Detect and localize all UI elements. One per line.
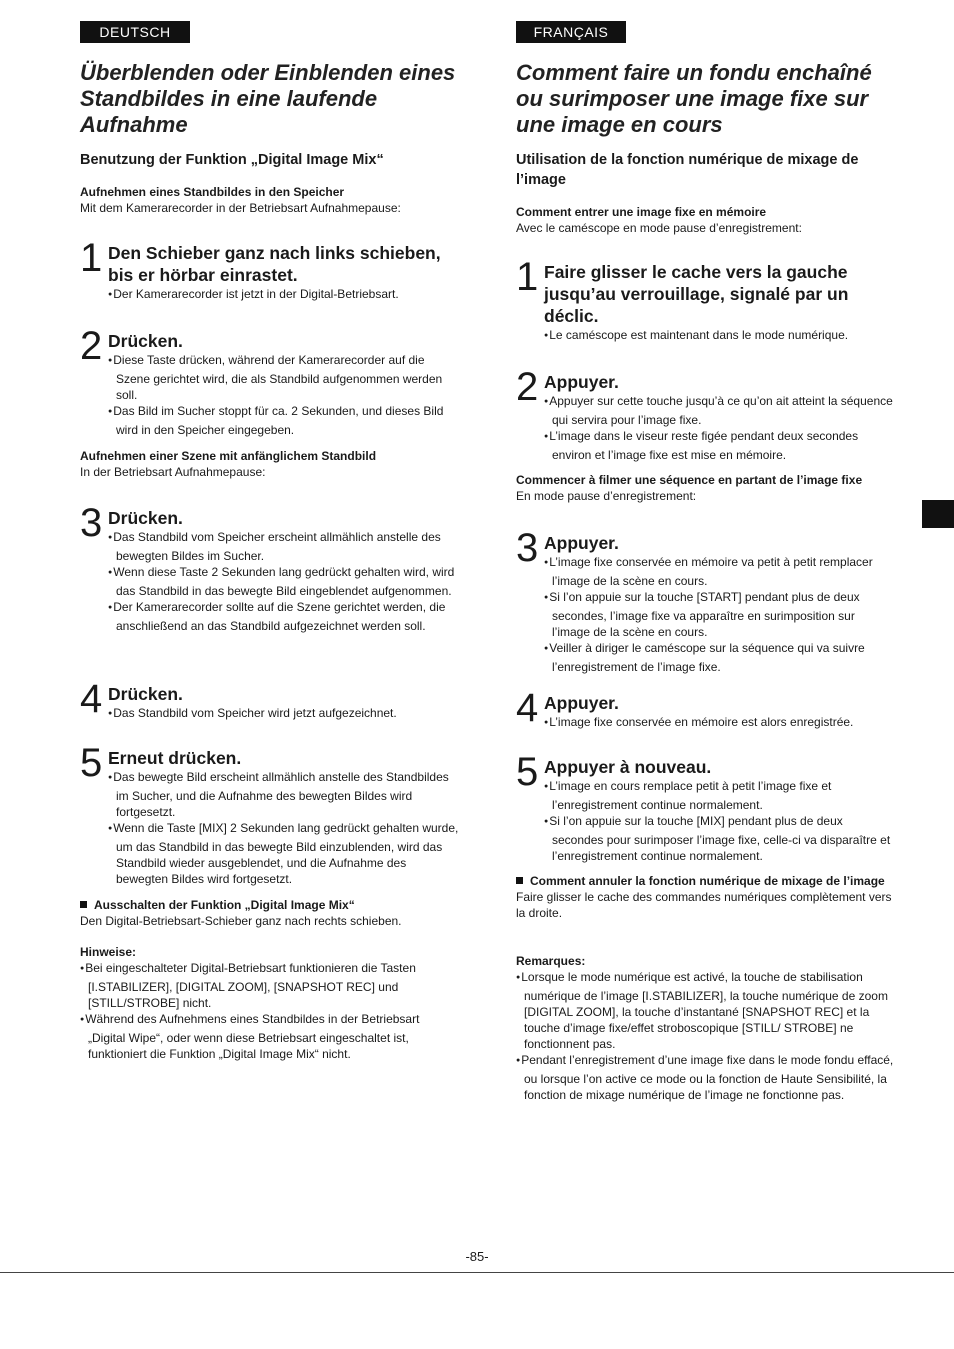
step-number: 3 (80, 501, 103, 545)
section-subtitle: Benutzung der Funktion „Digital Image Mix“ (80, 152, 384, 168)
step-1 (80, 236, 460, 305)
step-title: Appuyer. (544, 533, 619, 553)
section-text: En mode pause d’enregistrement: (516, 489, 697, 503)
step-title: Drücken. (108, 684, 183, 704)
square-bullet-icon (80, 901, 87, 908)
cancel-section (80, 897, 460, 929)
intro-section (80, 184, 460, 216)
language-label: FRANÇAIS (516, 21, 626, 43)
step-1 (516, 255, 896, 346)
step-bullet: ● L’image fixe conservée en mémoire est alors enregistrée. (544, 714, 896, 733)
step-bullet: ● Der Kamerarecorder sollte auf die Szene gerichtet werden, die anschließend an das Standbild aufgezeichnet werden soll. (108, 599, 460, 634)
section-text: Den Digital-Betriebsart-Schieber ganz nach rechts schieben. (80, 914, 402, 928)
notes-heading: Hinweise: (80, 945, 137, 959)
intro-section (516, 204, 896, 236)
step-bullet: ● Si l’on appuie sur la touche [START] pendant plus de deux secondes, l’image fixe va apparaître en surimposition sur l’image de la scène en cours. (544, 589, 896, 640)
step-2 (80, 324, 460, 438)
footer-divider (0, 1272, 954, 1273)
step-number: 2 (80, 324, 103, 368)
step-2 (516, 365, 896, 463)
section-heading: Aufnehmen einer Szene mit anfänglichem Standbild (80, 449, 377, 463)
notes-section (80, 944, 460, 1062)
step-bullet: ● Das Bild im Sucher stoppt für ca. 2 Sekunden, und dieses Bild wird in den Speicher eingegeben. (108, 403, 460, 438)
step-number: 3 (516, 526, 539, 570)
scene-section (80, 448, 460, 480)
step-title: Appuyer. (544, 372, 619, 392)
step-bullet: ● Veiller à diriger le caméscope sur la séquence qui va suivre l’enregistrement de l’image fixe. (544, 640, 896, 675)
step-bullet: ● L’image fixe conservée en mémoire va petit à petit remplacer l’image de la scène en cours. (544, 554, 896, 589)
step-number: 1 (516, 255, 539, 299)
section-heading: Comment entrer une image fixe en mémoire (516, 205, 767, 219)
section-subtitle: Utilisation de la fonction numérique de mixage de l’image (516, 152, 859, 188)
step-bullet: ● Das bewegte Bild erscheint allmählich anstelle des Standbildes im Sucher, und die Aufnahme des bewegten Bildes wird fortgesetzt. (108, 769, 460, 820)
section-text: Mit dem Kamerarecorder in der Betriebsart Aufnahmepause: (80, 201, 401, 215)
section-heading: Aufnehmen eines Standbildes in den Speicher (80, 185, 345, 199)
step-title: Appuyer à nouveau. (544, 757, 712, 777)
section-heading: Commencer à filmer une séquence en partant de l’image fixe (516, 473, 863, 487)
step-title: Faire glisser le cache vers la gauche jusqu’au verrouillage, signalé par un déclic. (544, 262, 849, 326)
step-title: Drücken. (108, 508, 183, 528)
step-bullet: ● L’image dans le viseur reste figée pendant deux secondes environ et l’image fixe est mise en mémoire. (544, 428, 896, 463)
section-text: In der Betriebsart Aufnahmepause: (80, 465, 266, 479)
step-bullet: ● Diese Taste drücken, während der Kamerarecorder auf die Szene gerichtet wird, die als Standbild aufgenommen werden soll. (108, 352, 460, 403)
scene-section (516, 472, 896, 504)
note-item: ● Pendant l’enregistrement d’une image fixe dans le mode fondu effacé, ou lorsque l’on active ce mode ou la fonction de Haute Sensibilité, la fonction de mixage numérique de l’image ne fonctionne pas. (516, 1052, 896, 1103)
step-number: 5 (516, 750, 539, 794)
cancel-section (516, 873, 896, 921)
step-bullet: ● Der Kamerarecorder ist jetzt in der Digital-Betriebsart. (108, 286, 460, 305)
step-3 (80, 501, 460, 634)
step-title: Drücken. (108, 331, 183, 351)
notes-section (516, 953, 896, 1103)
step-5 (80, 741, 460, 887)
step-number: 1 (80, 236, 103, 280)
square-bullet-icon (516, 877, 523, 884)
step-5 (516, 750, 896, 864)
notes-heading: Remarques: (516, 954, 586, 968)
step-bullet: ● L’image en cours remplace petit à petit l’image fixe et l’enregistrement continue normalement. (544, 778, 896, 813)
step-bullet: ● Si l’on appuie sur la touche [MIX] pendant plus de deux secondes pour surimposer l’image fixe, celle-ci va disparaître et l’enregistrement continue normalement. (544, 813, 896, 864)
section-heading: Comment annuler la fonction numérique de mixage de l’image (530, 874, 885, 888)
page-title: Überblenden oder Einblenden eines Standbildes in eine laufende Aufnahme (80, 60, 456, 137)
language-label: DEUTSCH (80, 21, 190, 43)
step-number: 2 (516, 365, 539, 409)
note-item: ● Bei eingeschalteter Digital-Betriebsart funktionieren die Tasten [I.STABILIZER], [DIGITAL ZOOM], [SNAPSHOT REC] und [STILL/STROBE] nicht. (80, 960, 460, 1011)
step-bullet: ● Appuyer sur cette touche jusqu’à ce qu’on ait atteint la séquence qui servira pour l’image fixe. (544, 393, 896, 428)
step-number: 5 (80, 741, 103, 785)
step-4 (80, 677, 460, 724)
step-bullet: ● Das Standbild vom Speicher erscheint allmählich anstelle des bewegten Bildes im Sucher. (108, 529, 460, 564)
note-item: ● Lorsque le mode numérique est activé, la touche de stabilisation numérique de l’image [I.STABILIZER], la touche numérique de zoom [DIGITAL ZOOM], la touche d’instantané [SNAPSHOT REC] et la touche d’image fixe/effet stroboscopique [STILL/ STROBE] ne fonctionnent pas. (516, 969, 896, 1052)
step-title: Appuyer. (544, 693, 619, 713)
step-bullet: ● Le caméscope est maintenant dans le mode numérique. (544, 327, 896, 346)
section-text: Avec le caméscope en mode pause d’enregistrement: (516, 221, 802, 235)
step-4 (516, 686, 896, 733)
note-item: ● Während des Aufnehmens eines Standbildes in der Betriebsart „Digital Wipe“, oder wenn diese Betriebsart eingeschaltet ist, funktioniert die Funktion „Digital Image Mix“ nicht. (80, 1011, 460, 1062)
step-title: Den Schieber ganz nach links schieben, bis er hörbar einrastet. (108, 243, 441, 285)
step-number: 4 (516, 686, 539, 730)
section-tab-marker (922, 500, 954, 528)
step-number: 4 (80, 677, 103, 721)
section-heading: Ausschalten der Funktion „Digital Image Mix“ (94, 898, 355, 912)
step-bullet: ● Wenn diese Taste 2 Sekunden lang gedrückt gehalten wird, wird das Standbild in das bewegte Bild eingeblendet aufgenommen. (108, 564, 460, 599)
step-bullet: ● Das Standbild vom Speicher wird jetzt aufgezeichnet. (108, 705, 460, 724)
page-title: Comment faire un fondu enchaîné ou surimposer une image fixe sur une image en cours (516, 60, 872, 137)
step-3 (516, 526, 896, 675)
step-bullet: ● Wenn die Taste [MIX] 2 Sekunden lang gedrückt gehalten wurde, um das Standbild in das bewegte Bild einzublenden, wird das Standbild wieder ausgeblendet, und die Aufnahme des bewegten Bildes wird fortgesetzt. (108, 820, 460, 887)
section-text: Faire glisser le cache des commandes numériques complètement vers la droite. (516, 890, 892, 920)
page-number: -85- (465, 1249, 489, 1264)
step-title: Erneut drücken. (108, 748, 242, 768)
